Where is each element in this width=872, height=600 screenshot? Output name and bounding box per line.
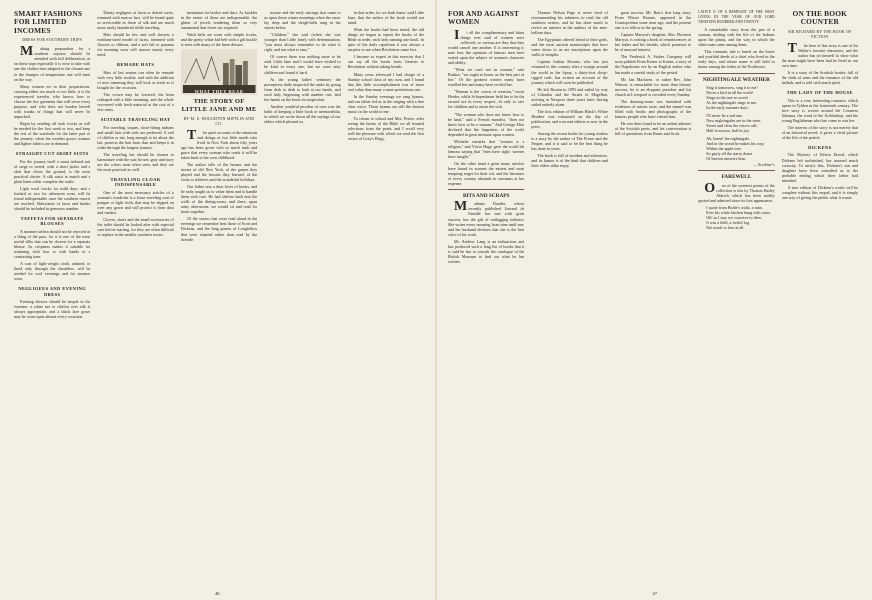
paragraph: The quiet account of the emotions and doings of two little maids who lived in New York about fifty years ago has been given with so much truth and grace that every woman who reads it will be taken back to her own childhood. (180, 127, 258, 160)
article-subhead: DRESS FOR SOUTHERN TRIPS (22, 38, 83, 43)
article-title: THE STORY OF LITTLE JANE AND ME (181, 98, 257, 113)
paragraph: The interest of the story is not merely that of an historical novel; it gives a vivid picture of the life of the period. (781, 124, 859, 141)
right-column-2 (531, 10, 607, 584)
paragraph: mouse and the early stirrings that came to us upon those winter mornings when the snow lay deep and the sleigh-bells rang in the streets below. (264, 10, 341, 31)
left-column-4 (264, 10, 340, 584)
poem (698, 205, 774, 230)
paragraph: Dainty negligees of lawn or dotted swiss, trimmed with narrow lace, will be found quite as serviceable as those of silk and are much more easily laundered while traveling. (97, 10, 174, 31)
paragraph: Mr. Ian Maclaren, or rather Rev. John Watson, is remarkable for more than literary success; he is an eloquent preacher and his church in Liverpool is crowded every Sunday. (614, 76, 692, 97)
paragraph: The Frederick A. Stokes Company will soon publish From Kaiser to Kaiser, a story of the Napoleonic era by an English author who has made a careful study of the period. (614, 54, 692, 75)
paragraph: "The woman who does not know how to be kind," said a French moralist, "does not know how to be a woman." And George Eliot declared that the happiness of the world depended in great measure upon women. (448, 111, 525, 137)
poem-line: Now nightingales are in the trees, (706, 118, 762, 123)
paragraph: The author tells of the houses and the streets of old New York, of the games they played and the lessons they learned, of the visits to relatives and the wonderful holidays. (180, 161, 258, 183)
paragraph: Thomas Nelson Page is never tired of recommending his admirers to read the old southern writers, and he has done much to revive an interest in the authors of the ante-bellum days. (531, 10, 608, 36)
poem-line: And in the wood he makes his way, (706, 141, 765, 147)
poem-line: Never a bird in all the world (706, 89, 753, 95)
left-column-3 (181, 10, 257, 584)
right-column-4 (698, 10, 774, 584)
paragraph: For the journey itself a smart tailored suit of serge or tweed, with a short jacket and a skirt that clears the ground, is the most practical choice. A silk waist to match and a plain linen collar complete the outfit. (14, 158, 91, 184)
page-number: 46 (215, 591, 220, 596)
poem-line: Of heaven answers him. (706, 156, 746, 162)
divider (698, 170, 774, 171)
paragraph: Gloves, shoes and the small accessories of the toilet should be looked after with especial care before starting, for they are often difficult to replace in the smaller southern towns. (97, 217, 174, 238)
right-page (436, 0, 872, 600)
paragraph: In the Sunday evenings we sang hymns, and our father led us in the singing with a fine clear voice. Those hymns are still the dearest music in the world to me. (347, 93, 425, 114)
paragraph: Hats should be few and well chosen; a medium-sized model of straw, trimmed with flowers or ribbons, and a soft felt or panama for morning wear will answer nearly every need. (97, 32, 174, 58)
paragraph: The Mystery of Edwin Drood, which Dickens left unfinished, has aroused much curiosity. To satisfy this, Dickens's son and daughter have been consulted as to the probable ending which their father had intended. (781, 152, 859, 183)
paragraph: It all the complimentary and bitter things ever said of women were collected, so various are they that they would cancel one another. It is interesting to note how the opinions of famous men have varied upon the subject of woman's character and ability. (448, 27, 525, 66)
divider (698, 73, 774, 74)
paragraph: It is a story of the Scottish border, full of the clash of arms and the romance of the old ballads, and is told with much spirit. (781, 70, 859, 86)
poem-line: Ever his white kitchen hung with roses, (706, 209, 771, 215)
poem-line: Not much to lose at all. (706, 225, 745, 230)
left-column-1 (14, 10, 90, 584)
paragraph: The Egyptians offered bread to their gods, and the most ancient manuscripts that have come down to us are inscriptions upon the walls of temples. (531, 37, 608, 58)
paragraph: mentation for bodice and skirt. As buckles in the center of these are indispensable, the glitter of jewels rendering them so very ornamental that fewer are required. (180, 10, 258, 31)
reading-illustration (181, 49, 257, 95)
paragraph: Michelet remarks that "woman is a religion," and Victor Hugo gave the world his famous saying that "men have sight; women have insight." (448, 138, 525, 159)
paragraph: "What we can't see in woman," said Ruskin, "we ought to honor as the best part of her." Of the greatest writers many have extolled her and many have reviled her. (448, 67, 525, 88)
paragraph: Hats of last season can often be remade with very little trouble, and with the addition of new trimming they will look as fresh as if bought for the occasion. (97, 69, 174, 90)
paragraph: What the books had been tested, the old things we began to repeat the books of the Bible in order, each lady naming one book. In spite of the daily repetition it was always a surprise to me when Revelation came last. (347, 27, 425, 53)
paragraph: Among the recent books for young readers is a story by the author of The Prince and the Pauper, and it is said to be the best thing he has done in years. (531, 131, 608, 152)
page-number: 47 (652, 591, 657, 596)
paragraph: This is a very interesting romance, which opens in Tylden in the fourteenth century. The love story is woven around the Countess Johanna, the ward of the Archbishop, and the young Englishman who has come to win her. (781, 97, 859, 123)
poem (698, 85, 774, 162)
paragraph: I became so expert in this exercise that I can say all the books from Genesis to Revelation without taking breath. (347, 54, 425, 70)
paragraph: At the young ladies' seminary the preceptress daily inspected the ranks by going from desk to desk to look at our hands, and each lady, beginning with number one, laid her hands on the book for inspection. (264, 76, 341, 102)
paragraph: A summer taffeta should not be rejected as a thing of the past, for it is one of the most useful silks that can be chosen for a separate blouse. Its crispness makes it suitable for trimming with lace or with bands of a contrasting tone. (14, 228, 91, 260)
paragraph: On the other hand a great many satirists have found in women the easiest and most tempting target for their wit, and the literature of every country abounds in sarcasms at her expense. (448, 160, 525, 187)
paragraph: For traveling, toques, close-fitting turbans and small hats with veils are preferred. A veil of chiffon or net, long enough to tie about the hat, protects the hair from dust and keeps it in order through the longest journey. (97, 124, 174, 150)
paragraph: He left Boston in 1895 and sailed by way of Gibraltar and the Straits of Magellan, arriving at Newport three years later, having sailed entirely alone. (531, 86, 608, 107)
poem-title: FAREWELL (721, 174, 752, 181)
left-column-5 (348, 10, 424, 584)
paragraph: Of course there was nothing more to be said. Little Jane and I would have wished to be kind to every one, but we were only children and found it hard. (264, 54, 341, 75)
paragraph: Wash belts are worn with simple frocks, and the pretty white kid belt with a gilt buckle is seen with many of the linen dresses. (180, 32, 258, 48)
paragraph: The drawing-room was furnished with evidences of artistic taste, and the mantel was filled with books and photographs of the famous people who have visited him. (614, 98, 692, 119)
paragraph: Mr. Andrew Lang is an industrious and has produced such a long list of books that it is said he has to consult the catalogue of the British Museum to find out what he has written. (448, 238, 525, 264)
paragraph: Of the stories that were read aloud in the evenings we remember best those of Scott and Dickens, and the long poems of Longfellow that were chanted rather than read by the fireside. (180, 216, 258, 242)
paragraph: Many women err in their preparations, carrying either too much or too little; it is the experienced traveler who knows how to choose the few garments that will serve every purpose, and who does not burden herself with trunks of things that will never be unpacked. (14, 83, 91, 119)
poem-line: I'll never be a sad one, (706, 112, 743, 118)
paragraph: Making preparation for a southern sojourn should be attended with full deliberation, as on these trips especially it is wise to take with one the clothes best adapted to the climate and to the changes of temperature one will meet on the way. (14, 44, 91, 82)
paragraph: This romantic tale is based on the brave and youthful deeds of a chief who lived in the early days, and whose name is still held in honor among the tribes of the Northwest. (698, 49, 775, 70)
paragraph: Captain Marryat's daughter, Mrs. Florence Marryat, is writing a book of reminiscences of her father and his friends, which promises to be of unusual interest. (614, 32, 692, 53)
poem-line: Sweet and clear the voices call, (706, 123, 758, 129)
poem-line: I quote from Bodie's waltz, a tune, (706, 204, 763, 210)
paragraph: in that order, for we both knew, said Little Jane, that the author of the book would not mind. (347, 10, 425, 26)
paragraph: "Children," she said (when she was younger than Little Jane), with determination, "you must always remember to do what is right, and not what is easy." (264, 32, 341, 53)
poem-line: Half in sorrow, half in joy. (706, 128, 750, 134)
paragraph: The crown may be lowered, the brim reshaped with a little steaming, and the whole recovered with fresh material at the cost of a few cents. (97, 92, 174, 113)
poem-line: Within the apple tree; (706, 146, 742, 152)
paragraph: To return to school and Mrs. Peters: after seeing the books of the Bible we all learned selections from the poets, and I recall very well the pleasure with which we read the first verses of Gray's Elegy. (347, 115, 425, 142)
paragraph: Light wool frocks for mild days, and a foulard or two for afternoon wear, will be found indispensable once the southern resorts are reached. Shirtwaists of lawn and batiste should be included in generous number. (14, 185, 91, 211)
paragraph: A new edition of Dickens's works will be complete without this sequel, and it is simply one way of giving the public what it wants. (781, 184, 859, 200)
paragraph: Begin by sending off such frocks as will be needed for the first week or two, and keep the rest of the wardrobe for the latter part of the journey, when the weather grows warmer and lighter fabrics are in demand. (14, 120, 91, 147)
paragraph: Madame Daudet, whose recently published Journal de Famille has met with great success, has the gift of unflagging industry. She writes every morning from nine until one, and her husband declares that she is the best critic of his work. (448, 199, 525, 237)
paragraph: LATIVE 5/ OF A REMNANT OF THE WEST LIVING IN THE YEAR OF OUR LORD NINETEEN HUNDRED AND TWENTY. (698, 10, 775, 25)
poem-line: Sings in the tree so sweet (706, 94, 748, 100)
paragraph: "Woman is the crown of creation," wrote Herder, while Schopenhauer held her to be the second sex in every respect, fit only to care for children and to nurse the sick. (448, 89, 525, 110)
paragraph: One of the sweetest poems of the collection is this by Thomas Bailey Aldrich, which has been widely quoted and admired since its first appearance. (698, 180, 775, 203)
paragraph: Evening dresses should be simple in the extreme: a white net or chiffon over silk is always appropriate, and a black lace gown may be worn upon almost every occasion. (14, 299, 91, 320)
paragraph: The traveling hat should be chosen to harmonize with the suit; brown, gray and navy are the colors most often seen, and they are the most practical as well. (97, 151, 174, 172)
section-heading: BITS AND SCRAPS (462, 193, 510, 200)
illustration-caption: WHAT THEY READ (194, 89, 244, 95)
section-heading: TAFFETA FOR SEPARATE BLOUSES (20, 216, 84, 227)
divider (448, 189, 524, 190)
paragraph: Another youthful peculiar of ours was the habit of keeping a little book of memorabilia, in which we wrote down all the sayings of our elders which pleased us. (264, 103, 341, 124)
paragraph: Many years afterward I had charge of a Sunday school class of my own, and I found that this little accomplishment was of more real value than many a more pretentious one. (347, 71, 425, 92)
left-column-2 (97, 10, 173, 584)
section-heading: STRAIGHT CUT SKIRT SUITS (15, 151, 89, 157)
article-title: SMART FASHIONS FOR LIMITED INCOMES (14, 10, 83, 35)
article-byline: BY M. E. HOUGHTON MIFFLIN AND CO. (183, 116, 255, 126)
paragraph: He was then found to be an ardent admirer of the Scottish poets, and his conversation is full of quotations from Burns and Scott. (614, 120, 692, 137)
poem-line: Ah, listen! the nightingale, (706, 136, 750, 142)
poem-line: So gayly all the starry dome (706, 151, 753, 157)
paragraph: The hero of this story is one of Sir Walter's favorite characters, and the author has set himself to show what the man might have been had he lived in our own time. (781, 40, 859, 69)
paragraph: A coat of light-weight cloth, unlined, or lined only through the shoulders, will be needed for cool evenings and for steamer wear. (14, 261, 91, 282)
article-title: FOR AND AGAINST WOMEN (448, 10, 520, 27)
poem-line: It was a field, a fretful fog, (706, 219, 751, 225)
poem-line: As the nightingale sings to me, (706, 99, 757, 105)
section-heading: NEGLIGEES AND EVENING DRESS (18, 286, 87, 297)
section-heading: THE LADY OF THE HOUSE (786, 90, 853, 96)
paragraph: A remarkable story from the pen of a woman, dealing with the life of the Indians upon the plains, and the way in which the white man came among them. (698, 27, 775, 48)
section-heading: REMADE HATS (116, 62, 155, 68)
article-subhead: SIR RICHARD BY THE BOOK OF FICTION (788, 29, 852, 39)
poem-line: Sing it tomorrow, sing it to me! (706, 84, 758, 90)
right-column-3 (615, 10, 691, 584)
article-title: ON THE BOOK COUNTER (792, 10, 848, 27)
right-column-1 (448, 10, 524, 584)
paragraph: Our father was a dear lover of books, and he early taught us to value them and to handle them with care. He had shelves built into the walls of the dining-room, and there, upon rainy afternoons, we would sit and read for hours together. (180, 184, 258, 215)
paragraph: The book is full of incident and adventure, and its humor is of the kind that children and their elders alike enjoy. (531, 153, 608, 169)
section-heading: TRAVELING CLOAK INDISPENSABLE (110, 177, 161, 188)
paragraph: great success. Mr. Barr's first long story, From Whose Bourne, appeared in the Cosmopolitan some time ago, and the present one is to follow in the spring. (614, 10, 692, 31)
poem-line: In the early summer days. (706, 104, 749, 110)
paragraph: Captain Joshua Slocum, who has just returned to this country after a voyage around the world in the Spray, a thirty-foot sloop-rigged craft, has written an account of the journey which will soon be published. (531, 59, 608, 85)
poem-line: Oh! as I stay we conceive to then. (706, 214, 762, 220)
section-heading: SUITABLE TRAVELING HAT (100, 117, 171, 123)
section-heading: DICKENS (808, 145, 832, 151)
poem-source: — Scribner's (753, 162, 775, 168)
paragraph: The first edition of William Black's White Heather was exhausted on the day of publication, and a second edition is now in the press. (531, 108, 608, 129)
paragraph: One of the most necessary articles of a woman's wardrobe is a loose traveling coat of pongee or light cloth, that may be slipped on over any gown and will protect it from dust and cinders. (97, 189, 174, 216)
right-column-5 (782, 10, 858, 584)
poem-title: NIGHTINGALE WEATHER (702, 76, 770, 83)
